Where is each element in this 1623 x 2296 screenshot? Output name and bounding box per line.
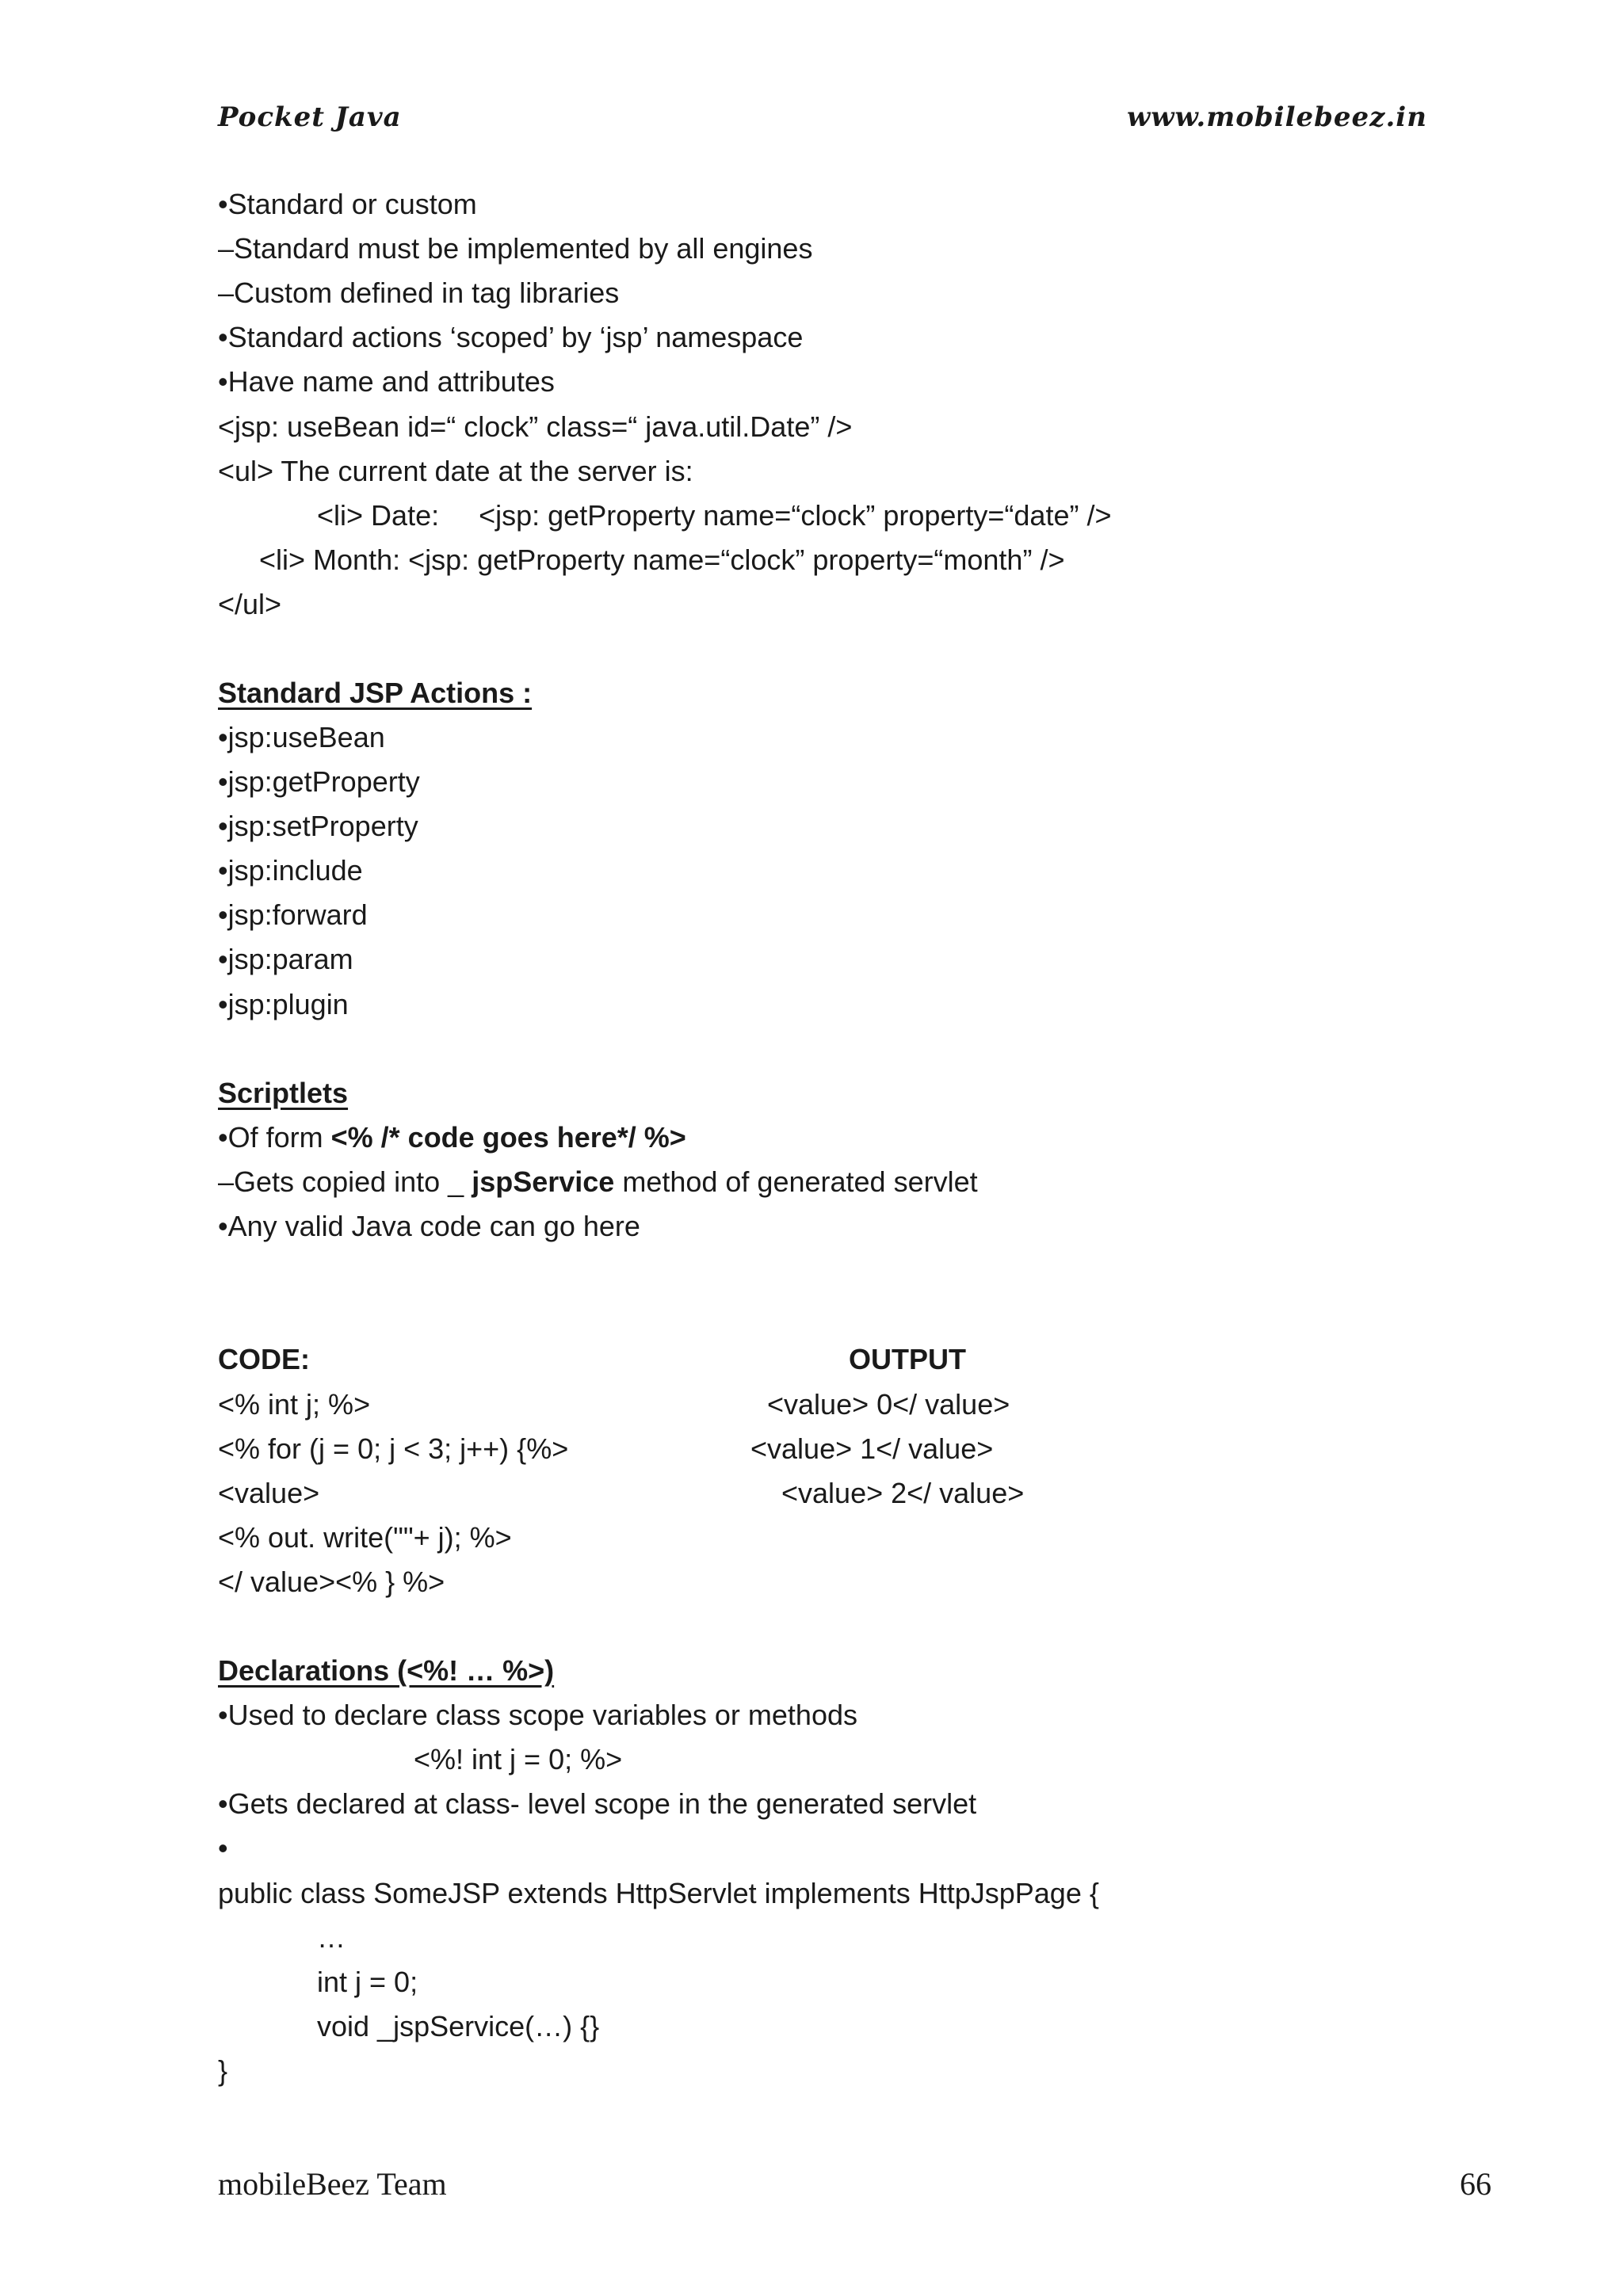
actions-item: •jsp:plugin	[218, 988, 349, 1020]
output-line: <value> 2</ value>	[781, 1477, 1025, 1509]
output-line: <value> 0</ value>	[767, 1388, 1010, 1421]
declarations-line-7: int j = 0;	[317, 1966, 418, 1998]
intro-line-3: –Custom defined in tag libraries	[218, 277, 620, 309]
actions-item: •jsp:forward	[218, 898, 368, 931]
declarations-line-6: …	[317, 1921, 346, 1954]
scriptlets-line-2-pre: –Gets copied into _	[218, 1165, 472, 1198]
code-line: <% int j; %>	[218, 1388, 371, 1421]
output-line: <value> 1</ value>	[750, 1432, 994, 1465]
header-url: www.mobilebeez.in	[1127, 101, 1427, 133]
intro-line-1: •Standard or custom	[218, 188, 477, 220]
code-heading: CODE:	[218, 1343, 310, 1375]
intro-line-2: –Standard must be implemented by all engines	[218, 232, 813, 265]
declarations-line-1: •Used to declare class scope variables or methods	[218, 1699, 857, 1731]
actions-item: •jsp:getProperty	[218, 765, 420, 798]
declarations-line-3: •Gets declared at class- level scope in the generated servlet	[218, 1787, 977, 1820]
scriptlets-line-2	[218, 1165, 978, 1198]
scriptlets-line-1	[218, 1123, 686, 1152]
actions-item: •jsp:setProperty	[218, 810, 418, 842]
scriptlets-line-1-text: •Of form	[218, 1121, 331, 1154]
scriptlets-heading: Scriptlets	[218, 1077, 349, 1109]
actions-item: •jsp:param	[218, 943, 353, 975]
intro-line-4: •Standard actions ‘scoped’ by ‘jsp’ namespace	[218, 321, 804, 353]
declarations-line-4: •	[218, 1832, 228, 1864]
declarations-line-5: public class SomeJSP extends HttpServlet implements HttpJspPage {	[218, 1877, 1099, 1909]
footer-author: mobileBeez Team	[218, 2166, 447, 2202]
scriptlets-line-2-post: method of generated servlet	[614, 1165, 978, 1198]
header-title: Pocket Java	[218, 101, 402, 133]
page-number: 66	[1460, 2166, 1491, 2202]
intro-line-8: <li> Date: <jsp: getProperty name=“clock” property=“date” />	[317, 499, 1112, 532]
actions-item: •jsp:useBean	[218, 721, 385, 753]
intro-line-5: •Have name and attributes	[218, 365, 555, 398]
actions-heading: Standard JSP Actions :	[218, 677, 533, 709]
code-line: <% for (j = 0; j < 3; j++) {%>	[218, 1432, 569, 1465]
declarations-heading: Declarations (<%! … %>)	[218, 1654, 555, 1687]
intro-line-9: <li> Month: <jsp: getProperty name=“clock” property=“month” />	[259, 543, 1065, 576]
declarations-line-2: <%! int j = 0; %>	[414, 1743, 623, 1775]
declarations-line-9: }	[218, 2054, 228, 2087]
declarations-line-8: void _jspService(…) {}	[317, 2010, 600, 2042]
scriptlets-line-3: •Any valid Java code can go here	[218, 1210, 640, 1242]
intro-line-10: </ul>	[218, 588, 282, 620]
actions-item: •jsp:include	[218, 854, 363, 887]
intro-line-6: <jsp: useBean id=“ clock” class=“ java.util.Date” />	[218, 410, 853, 443]
intro-line-7: <ul> The current date at the server is:	[218, 455, 693, 487]
output-heading: OUTPUT	[849, 1343, 966, 1375]
scriptlets-jspservice: jspService	[472, 1165, 615, 1198]
scriptlets-form-code: <% /* code goes here*/ %>	[330, 1121, 686, 1154]
code-line: <value>	[218, 1477, 320, 1509]
code-line: <% out. write(""+ j); %>	[218, 1521, 512, 1554]
code-line: </ value><% } %>	[218, 1566, 445, 1598]
